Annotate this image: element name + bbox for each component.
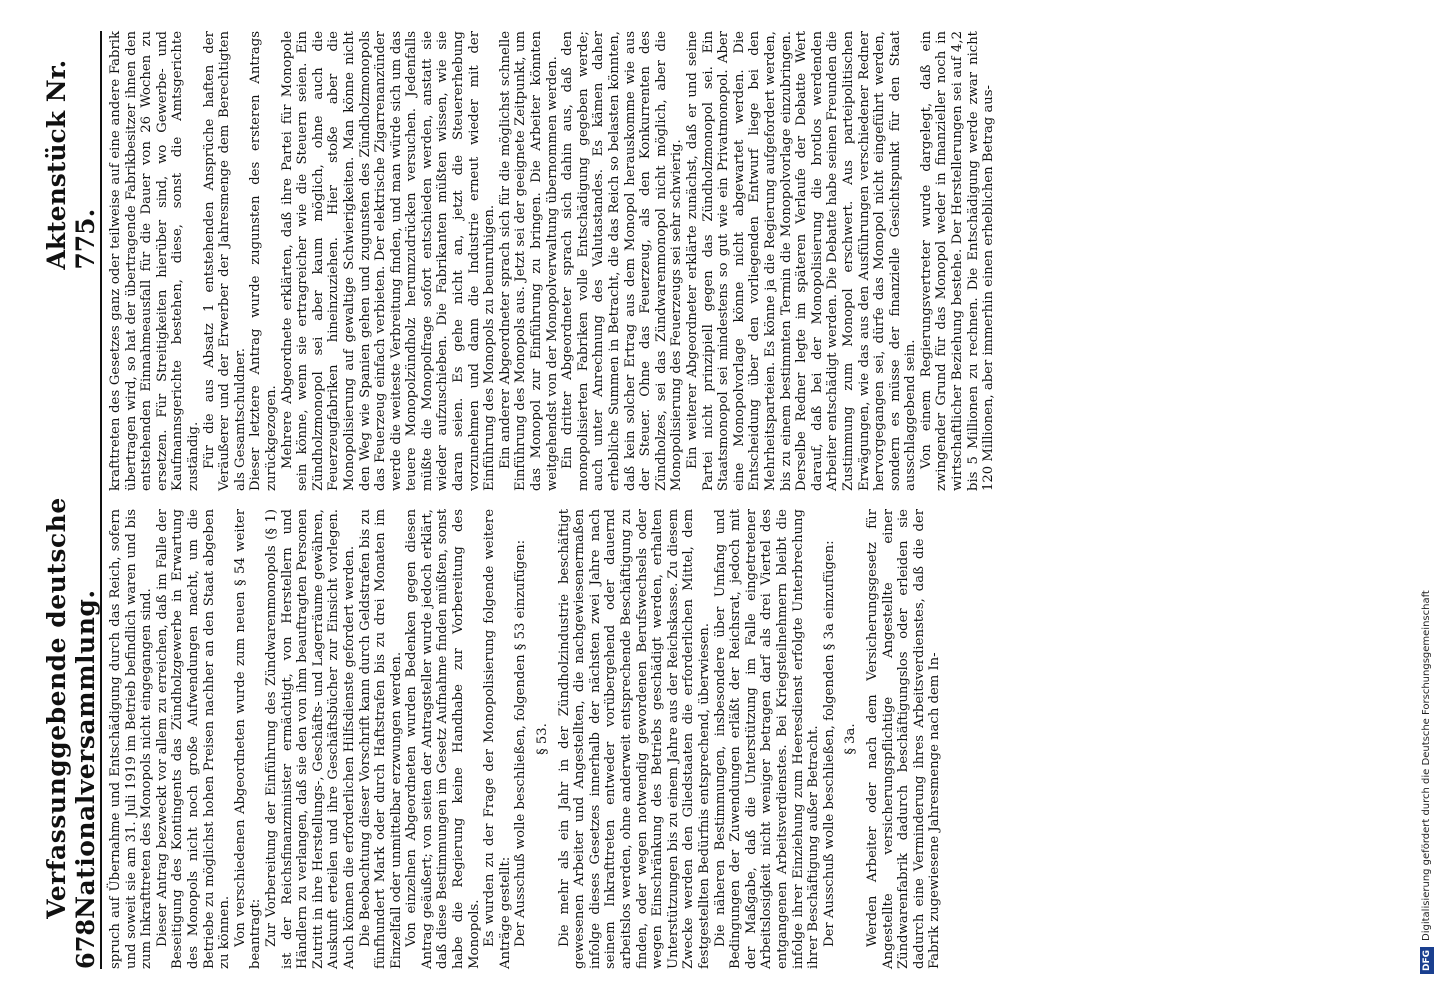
right-column xyxy=(108,31,997,491)
document-reference: Aktenstück Nr. 775. xyxy=(42,59,100,270)
page-header xyxy=(42,31,102,969)
digitization-credit xyxy=(1418,14,1436,974)
paragraph: Ein anderer Abgeordneter sprach sich für die möglichst schnelle Einführung des Monopols aus. Jetzt sei der geeignete Zeitpunkt, um das Monopol zur Einführung zu bringen. Die Arbeiter könnten weitgehendst von der Monopolverwaltung übernommen werden. xyxy=(497,31,560,491)
paragraph: Ein weiterer Abgeordneter erklärte zunächst, daß er und seine Partei nicht prinzipiell gegen das Zündholzmonopol sei. Ein Staatsmonopol sei mindestens so gut wie ein Privatmonopol. Aber eine Monopolvorlage könne nicht abgewartet werden. Die Entscheidung über den vorliegenden Entwurf liege bei den Mehrheitsparteien. Es könne ja die Regierung aufgefordert werden, bis zu einem bestimmten Termin die Monopolvorlage einzubringen. Derselbe Redner legte im späteren Verlaufe der Debatte Wert darauf, daß bei der Monopolisierung die brotlos werdenden Arbeiter entschädigt werden. Die Debatte habe seinen Freunden die Zustimmung zum Monopol erschwert. Aus parteipolitischen Erwägungen, wie das aus den Ausführungen verschiedener Redner hervorgegangen sei, dürfe das Monopol nicht eingeführt werden, sondern es müsse der finanzielle Gesichtspunkt für den Staat ausschlaggebend sein. xyxy=(684,31,919,491)
document-page xyxy=(42,25,997,975)
section-heading: § 53. xyxy=(535,723,551,755)
paragraph: Der Ausschuß wolle beschließen, folgenden § 53 einzufügen: xyxy=(513,539,529,947)
paragraph: Die mehr als ein Jahr in der Zündholzindustrie beschäftigt gewesenen Arbeiter und Angestellten, die nachgewiesenermaßen infolge dieses Gesetzes innerhalb der nächsten zwei Jahre nach seinem Inkrafttreten entweder vorübergehend oder dauernd arbeitslos werden, ohne anderweit entsprechende Beschäftigung zu finden, oder wegen notwendig gewordenen Berufswechsels oder wegen Einschränkung des Betriebs geschädigt werden, erhalten Unterstützungen bis zu einem Jahre aus der Reichskasse. Zu diesem Zwecke werden den Gliedstaaten die erforderlichen Mittel, dem festgestellten Bedürfnis entsprechend, überwiesen. xyxy=(556,509,712,969)
paragraph: Mehrere Abgeordnete erklärten, daß ihre Partei für Monopole sein könne, wenn sie ertragreicher wie die Steuern seien. Ein Zündholzmonopol sei aber kaum möglich, ohne auch die Feuerzeugfabriken hineinzuziehen. Hier stoße aber die Monopolisierung auf gewaltige Schwierigkeiten. Man könne nicht den Weg wie Spanien gehen und zugunsten des Zündholzmonopols das Feuerzeug einfach verbieten. Der elektrische Zigarrenanzünder werde die weiteste Verbreitung finden, und man würde sich um das teuere Monopolzündholz herumzudrücken versuchen. Jedenfalls müßte die Monopolfrage sofort entschieden werden, anstatt sie wieder aufzuschieben. Die Fabrikanten müßten wissen, wie sie daran seien. Es gehe nicht an, jetzt die Steuererhebung vorzunehmen und dann die Industrie erneut wieder mit der Einführung des Monopols zu beunruhigen. xyxy=(279,31,498,491)
text-columns xyxy=(108,31,997,969)
left-column xyxy=(108,509,943,969)
paragraph: Dieser letztere Antrag wurde zugunsten des ersteren Antrags zurückgezogen. xyxy=(248,31,279,491)
section-heading: § 3a. xyxy=(843,723,859,755)
credit-text: Digitalisierung gefördert durch die Deutsche Forschungsgemeinschaft xyxy=(1421,590,1432,941)
dfg-logo: DFG xyxy=(1420,947,1434,974)
paragraph: Der Ausschuß wolle beschließen, folgenden § 3a einzufügen: xyxy=(821,540,837,947)
paragraph: Die näheren Bestimmungen, insbesondere über Umfang und Bedingungen der Zuwendungen erläßt der Reichsrat, jedoch mit der Maßgabe, daß die Unterstützung im Falle eingetretener Arbeitslosigkeit nicht weniger betragen darf als drei Viertel des entgangenen Arbeitsverdienstes. Bei Kriegsteilnehmern bleibt die infolge ihrer Einziehung zum Heeresdienst erfolgte Unterbrechung ihrer Beschäftigung außer Betracht. xyxy=(712,509,822,969)
paragraph: Dieser Antrag bezweckt vor allem zu erreichen, daß im Falle der Beseitigung des Kontingents das Zündholzgewerbe in Erwartung des Monopols nicht noch große Aufwendungen macht, um die Betriebe zu möglichst hohen Preisen nachher an den Staat abgeben zu können. xyxy=(154,509,233,969)
paragraph: Von verschiedenen Abgeordneten wurde zum neuen § 54 weiter beantragt: xyxy=(232,509,264,969)
paragraph: Für die aus Absatz 1 entstehenden Ansprüche haften der Veräußerer und der Erwerber der Jahresmenge dem Berechtigten als Gesamtschuldner. xyxy=(201,31,248,491)
paragraph: Von einzelnen Abgeordneten wurden Bedenken gegen diesen Antrag geäußert; von seiten der Antragsteller wurde jedoch erklärt, daß diese Bestimmungen im Gesetz Aufnahme finden müßten, sonst habe die Regierung keine Handhabe zur Vorbereitung des Monopols. xyxy=(404,509,482,969)
paragraph: Von einem Regierungsvertreter wurde dargelegt, daß ein zwingender Grund für das Monopol weder in finanzieller noch in wirtschaftlicher Beziehung bestehe. Der Herstellerungen sei auf 4,2 bis 5 Millionen zu rechnen. Die Entschädigung werde zwar nicht 120 Millionen, aber immerhin einen erheblichen Betrag aus- xyxy=(918,31,997,491)
paragraph: Werden Arbeiter oder nach dem Versicherungsgesetz für Angestellte versicherungspflichtige Angestellte einer Zündwarenfabrik dadurch beschäftigungslos oder erleiden sie dadurch eine Verminderung ihres Arbeitsverdienstes, daß die der Fabrik zugewiesene Jahresmenge nach dem In- xyxy=(864,509,943,969)
paragraph: Zur Vorbereitung der Einführung des Zündwarenmonopols (§ 1) ist der Reichsfinanzminister ermächtigt, von Herstellern und Händlern zu verlangen, daß sie den von ihm beauftragten Personen Zutritt in ihre Herstellungs-, Geschäfts- und Lagerräume gewähren, Auskunft erteilen und ihre Geschäftsbücher zur Einsicht vorlegen. Auch können die erforderlichen Hilfsdienste gefordert werden. xyxy=(263,509,357,969)
paragraph: Ein dritter Abgeordneter sprach sich dahin aus, daß den monopolisierten Fabriken volle Entschädigung gegeben werde; auch unter Anrechnung des Valutastandes. Es kämen daher erhebliche Summen in Betracht, die das Reich so belasten könnten, daß kein solcher Ertrag aus dem Monopol herauskomme wie aus der Steuer. Ohne das Feuerzeug, als den Konkurrenten des Zündholzes, sei das Zündwarenmonopol nicht möglich, aber die Monopolisierung des Feuerzeugs sei sehr schwierig. xyxy=(560,31,685,491)
paragraph: Es wurden zu der Frage der Monopolisierung folgende weitere Anträge gestellt: xyxy=(482,509,513,969)
paragraph: krafttreten des Gesetzes ganz oder teilweise auf eine andere Fabrik übertragen wird, so hat der übertragende Fabrikbesitzer ihnen den entstehenden Einnahmeausfall für die Dauer von 26 Wochen zu ersetzen. Für Streitigkeiten hierüber sind, wo Gewerbe- und Kaufmannsgerichte bestehen, diese, sonst die Amtsgerichte zuständig. xyxy=(108,31,201,491)
page-title: Verfassunggebende deutsche Nationalversammlung. xyxy=(42,497,100,919)
paragraph: Die Beobachtung dieser Vorschrift kann durch Geldstrafen bis zu fünfhundert Mark oder durch Haftstrafen bis zu drei Monaten im Einzelfall oder unmittelbar erzwungen werden. xyxy=(357,509,404,969)
page-number: 678 xyxy=(71,918,100,969)
paragraph: spruch auf Übernahme und Entschädigung durch das Reich, sofern und soweit sie am 31. Juli 1919 im Betrieb befindlich waren und bis zum Inkrafttreten des Monopols nicht eingegangen sind. xyxy=(108,509,155,969)
